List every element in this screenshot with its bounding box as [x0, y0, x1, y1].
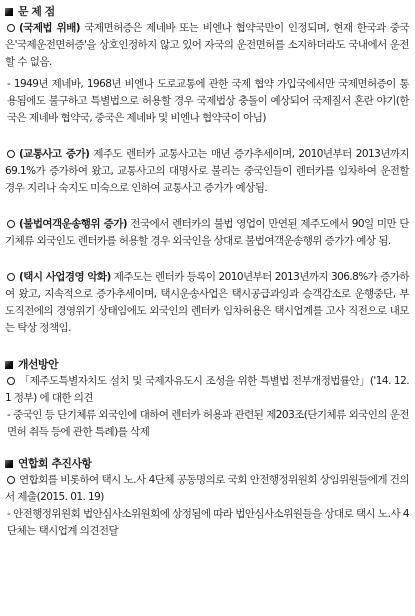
section-title: 문 제 점 [18, 5, 55, 18]
circle-bullet-icon [7, 220, 15, 228]
problem-item-taxi-business [5, 269, 409, 337]
square-bullet-icon [5, 8, 13, 16]
federation-item [5, 472, 409, 506]
square-bullet-icon [5, 361, 13, 369]
circle-bullet-icon [7, 150, 15, 158]
item-text: 「제주도특별자치도 설치 및 국제자유도시 조성을 위한 특별법 전부개정법률안」('14. 12. 1 정부) 에 대한 의견 [5, 375, 409, 404]
item-text: 전국에서 렌터카의 불법 영업이 만연된 제주도에서 90일 미만 단기체류 외국인도 렌터카를 허용할 경우 외국인을 상대로 불법여객운송행위 증가가 예상 됨. [5, 218, 409, 247]
problem-item-traffic-accidents [5, 146, 409, 197]
section-heading-improvement [5, 356, 409, 373]
item-text: 국제면허증은 제네바 또는 비엔나 협약국만이 인정되며, 현재 한국과 중국은'국제운전면허증'을 상호인정하지 않고 있어 자국의 운전면허를 소지하더라도 국내에서 운전 할 수 없음. [5, 22, 409, 68]
square-bullet-icon [5, 460, 13, 468]
item-text: 제주도는 렌터카 등록이 2010년부터 2013년까지 306.8%가 증가하여 왔고, 지속적으로 증가추세이며, 택시운송사업은 택시공급과잉과 승객감소로 운행중단, 부도직전에의 경영위기 상태임에도 외국인의 렌터카 임차허용은 택시업계를 고사 직전으로 내모는 탁상 정책임. [5, 271, 410, 334]
section-heading-federation [5, 455, 409, 472]
item-label: (국제법 위배) [19, 22, 81, 34]
problem-item-sub-note: - 1949년 제네바, 1968년 비엔나 도로교통에 관한 국제 협약 가입국에서만 국제면허증이 통용됨에도 불구하고 특별법으로 허용할 경우 국제법상 충돌이 예상되어 국제질서 혼란 야기(한국은 제네바 협약국, 중국은 제네바 및 비엔나 협약국이 아님) [7, 78, 409, 124]
circle-bullet-icon [7, 476, 15, 484]
item-label: (교통사고 증가) [19, 148, 90, 160]
section-heading-problems [5, 3, 409, 20]
section-title: 연합회 추진사항 [18, 457, 92, 470]
item-label: (택시 사업경영 악화) [19, 271, 111, 283]
circle-bullet-icon [7, 273, 15, 281]
item-text: 연합회를 비롯하여 택시 노․사 4단체 공동명의로 국회 안전행정위원회 상임위원들에게 건의서 제출(2015. 01. 19) [5, 474, 409, 503]
item-label: (불법여객운송행위 증가) [19, 218, 128, 230]
section-title: 개선방안 [18, 358, 59, 371]
improvement-item-sub-note: - 중국인 등 단기체류 외국인에 대하여 렌터카 허용과 관련된 제203조(단기체류 외국인의 운전면허 취득 등에 관한 특례)를 삭제 [7, 409, 409, 438]
problem-item-illegal-transport [5, 216, 409, 250]
item-text: 제주도 렌터카 교통사고는 매년 증가추세이며, 2010년부터 2013년까지 69.1%가 증가하여 왔고, 교통사고의 대명사로 불리는 중국인들이 렌터카를 임차하여 운전할 경우 지리나 숙지도 미숙으로 인하여 교통사고 증가가 예상됨. [5, 148, 409, 194]
circle-bullet-icon [7, 377, 15, 385]
federation-item-sub-note: - 안전행정위원회 법안심사소위원회에 상정됨에 따라 법안심사소위원들을 상대로 택시 노․사 4단체는 택시업계 의견전달 [7, 508, 409, 537]
problem-item-international-law [5, 20, 409, 71]
circle-bullet-icon [7, 24, 15, 32]
improvement-item [5, 373, 409, 407]
